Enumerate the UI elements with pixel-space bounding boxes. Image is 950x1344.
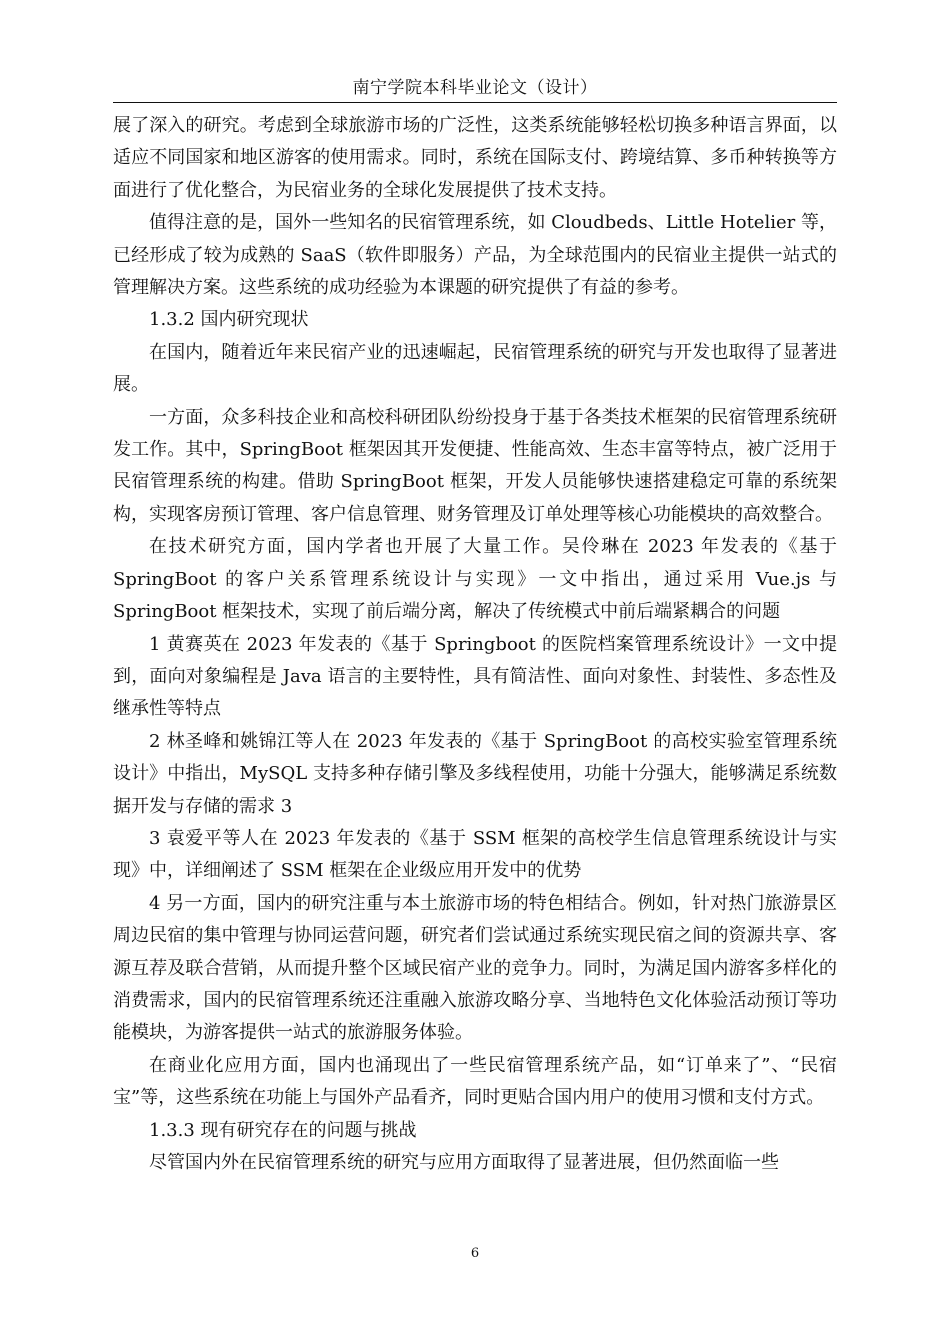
paragraph: 值得注意的是，国外一些知名的民宿管理系统，如 Cloudbeds、Little Hotelier 等，已经形成了较为成熟的 SaaS（软件即服务）产品，为全球范围内的民宿业主提供一站式的管理解决方案。这些系统的成功经验为本课题的研究提供了有益的参考。 <box>113 212 837 299</box>
section-heading-1-3-2: 1.3.2 国内研究现状 <box>149 309 309 331</box>
paragraph: 在技术研究方面，国内学者也开展了大量工作。吴伶琳在 2023 年发表的《基于 SpringBoot 的客户关系管理系统设计与实现》一文中指出，通过采用 Vue.js 与 SpringBoot 框架技术，实现了前后端分离，解决了传统模式中前后端紧耦合的问题 <box>113 536 837 623</box>
paragraph: 一方面，众多科技企业和高校科研团队纷纷投身于基于各类技术框架的民宿管理系统研发工作。其中，SpringBoot 框架因其开发便捷、性能高效、生态丰富等特点，被广泛用于民宿管理系统的构建。借助 SpringBoot 框架，开发人员能够快速搭建稳定可靠的系统架构，实现客房预订管理、客户信息管理、财务管理及订单处理等核心功能模块的高效整合。 <box>113 406 837 525</box>
paragraph: 在国内，随着近年来民宿产业的迅速崛起，民宿管理系统的研究与开发也取得了显著进展。 <box>113 341 837 396</box>
section-heading-1-3-3: 1.3.3 现有研究存在的问题与挑战 <box>149 1119 417 1141</box>
paragraph: 在商业化应用方面，国内也涌现出了一些民宿管理系统产品，如“订单来了”、“民宿宝”等，这些系统在功能上与国外产品看齐，同时更贴合国内用户的使用习惯和支付方式。 <box>113 1054 837 1109</box>
paragraph: 4 另一方面，国内的研究注重与本土旅游市场的特色相结合。例如，针对热门旅游景区周边民宿的集中管理与协同运营问题，研究者们尝试通过系统实现民宿之间的资源共享、客源互荐及联合营销，从而提升整个区域民宿产业的竞争力。同时，为满足国内游客多样化的消费需求，国内的民宿管理系统还注重融入旅游攻略分享、当地特色文化体验活动预订等功能模块，为游客提供一站式的旅游服务体验。 <box>113 892 837 1044</box>
body-text <box>113 110 837 1179</box>
header-rule <box>113 102 837 103</box>
paragraph: 2 林圣峰和姚锦江等人在 2023 年发表的《基于 SpringBoot 的高校实验室管理系统设计》中指出，MySQL 支持多种存储引擎及多线程使用，功能十分强大，能够满足系统数据开发与存储的需求 3 <box>113 730 837 817</box>
paragraph: 1 黄赛英在 2023 年发表的《基于 Springboot 的医院档案管理系统设计》一文中提到，面向对象编程是 Java 语言的主要特性，具有简洁性、面向对象性、封装性、多态性及继承性等特点 <box>113 633 837 720</box>
page-number: 6 <box>470 1246 480 1261</box>
paragraph: 3 袁爱平等人在 2023 年发表的《基于 SSM 框架的高校学生信息管理系统设计与实现》中，详细阐述了 SSM 框架在企业级应用开发中的优势 <box>113 827 837 882</box>
page-header: 南宁学院本科毕业论文（设计） <box>352 78 598 98</box>
paragraph: 尽管国内外在民宿管理系统的研究与应用方面取得了显著进展，但仍然面临一些 <box>149 1152 779 1173</box>
paragraph-continuation: 展了深入的研究。考虑到全球旅游市场的广泛性，这类系统能够轻松切换多种语言界面，以适应不同国家和地区游客的使用需求。同时，系统在国际支付、跨境结算、多币种转换等方面进行了优化整合，为民宿业务的全球化发展提供了技术支持。 <box>113 115 837 201</box>
